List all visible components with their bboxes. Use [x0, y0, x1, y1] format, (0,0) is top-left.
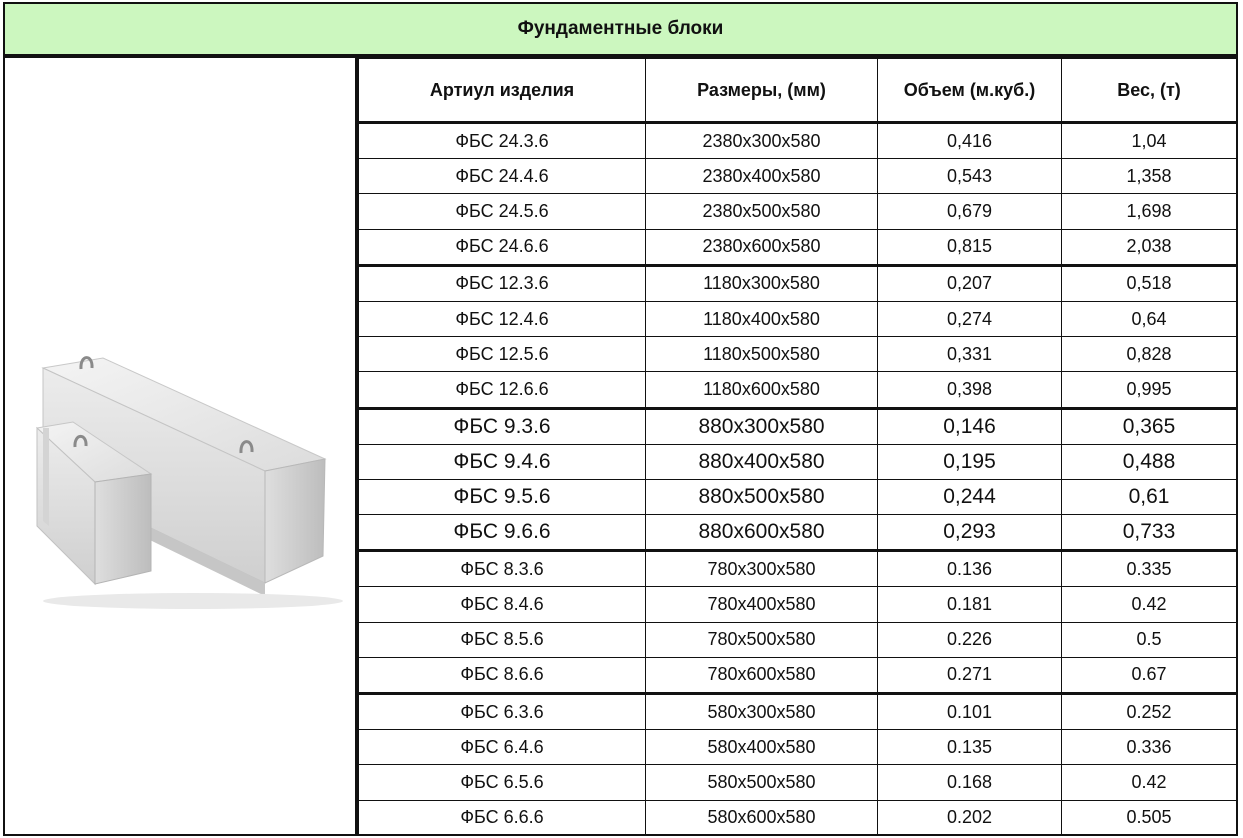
header-volume: Объем (м.куб.)	[878, 59, 1062, 123]
specs-table	[358, 58, 1237, 836]
table-row	[359, 123, 1237, 159]
header-weight: Вес, (т)	[1062, 59, 1237, 123]
cell-dimensions: 1180x500x580	[646, 337, 878, 372]
table-row	[359, 515, 1237, 551]
cell-volume: 0,398	[878, 372, 1062, 408]
cell-volume: 0.136	[878, 551, 1062, 587]
cell-weight: 0.42	[1062, 587, 1237, 622]
cell-volume: 0,146	[878, 408, 1062, 444]
cell-weight: 0.505	[1062, 800, 1237, 835]
table-row	[359, 694, 1237, 730]
cell-dimensions: 580x600x580	[646, 800, 878, 835]
table-body	[359, 123, 1237, 836]
cell-dimensions: 780x600x580	[646, 657, 878, 693]
cell-weight: 1,698	[1062, 194, 1237, 229]
cell-dimensions: 580x300x580	[646, 694, 878, 730]
cell-article: ФБС 6.6.6	[359, 800, 646, 835]
cell-volume: 0.226	[878, 622, 1062, 657]
table-row	[359, 229, 1237, 265]
cell-dimensions: 880x500x580	[646, 479, 878, 514]
cell-weight: 0,518	[1062, 265, 1237, 301]
cell-volume: 0.181	[878, 587, 1062, 622]
cell-weight: 0.336	[1062, 730, 1237, 765]
cell-article: ФБС 9.5.6	[359, 479, 646, 514]
cell-weight: 0.335	[1062, 551, 1237, 587]
table-row	[359, 444, 1237, 479]
cell-article: ФБС 24.4.6	[359, 159, 646, 194]
cell-dimensions: 780x300x580	[646, 551, 878, 587]
cell-dimensions: 880x300x580	[646, 408, 878, 444]
cell-volume: 0,543	[878, 159, 1062, 194]
cell-dimensions: 1180x400x580	[646, 301, 878, 336]
cell-volume: 0.168	[878, 765, 1062, 800]
cell-article: ФБС 9.4.6	[359, 444, 646, 479]
table-row	[359, 765, 1237, 800]
cell-article: ФБС 9.3.6	[359, 408, 646, 444]
cell-volume: 0,293	[878, 515, 1062, 551]
table-row	[359, 159, 1237, 194]
cell-volume: 0.271	[878, 657, 1062, 693]
cell-weight: 0.252	[1062, 694, 1237, 730]
cell-volume: 0,195	[878, 444, 1062, 479]
table-row	[359, 194, 1237, 229]
cell-dimensions: 580x400x580	[646, 730, 878, 765]
cell-dimensions: 780x500x580	[646, 622, 878, 657]
cell-volume: 0,331	[878, 337, 1062, 372]
cell-dimensions: 2380x500x580	[646, 194, 878, 229]
header-article: Артиул изделия	[359, 59, 646, 123]
cell-article: ФБС 6.5.6	[359, 765, 646, 800]
table-row	[359, 622, 1237, 657]
cell-article: ФБС 8.3.6	[359, 551, 646, 587]
cell-volume: 0,815	[878, 229, 1062, 265]
cell-weight: 1,04	[1062, 123, 1237, 159]
cell-article: ФБС 24.5.6	[359, 194, 646, 229]
cell-volume: 0,679	[878, 194, 1062, 229]
cell-weight: 2,038	[1062, 229, 1237, 265]
cell-dimensions: 880x400x580	[646, 444, 878, 479]
cell-volume: 0,274	[878, 301, 1062, 336]
table-header-row	[359, 59, 1237, 123]
table-row	[359, 265, 1237, 301]
table-row	[359, 730, 1237, 765]
cell-dimensions: 780x400x580	[646, 587, 878, 622]
cell-weight: 0,828	[1062, 337, 1237, 372]
cell-weight: 0,64	[1062, 301, 1237, 336]
cell-weight: 0.67	[1062, 657, 1237, 693]
cell-weight: 1,358	[1062, 159, 1237, 194]
table-row	[359, 372, 1237, 408]
table-row	[359, 551, 1237, 587]
cell-dimensions: 580x500x580	[646, 765, 878, 800]
cell-weight: 0,488	[1062, 444, 1237, 479]
cell-weight: 0.5	[1062, 622, 1237, 657]
cell-article: ФБС 8.6.6	[359, 657, 646, 693]
table-row	[359, 800, 1237, 835]
cell-dimensions: 2380x300x580	[646, 123, 878, 159]
table-title: Фундаментные блоки	[3, 2, 1238, 56]
cell-article: ФБС 6.4.6	[359, 730, 646, 765]
cell-article: ФБС 24.3.6	[359, 123, 646, 159]
table-row	[359, 479, 1237, 514]
cell-article: ФБС 8.4.6	[359, 587, 646, 622]
table-row	[359, 301, 1237, 336]
cell-volume: 0.202	[878, 800, 1062, 835]
header-dimensions: Размеры, (мм)	[646, 59, 878, 123]
product-image	[3, 56, 358, 836]
cell-volume: 0,207	[878, 265, 1062, 301]
cell-article: ФБС 12.3.6	[359, 265, 646, 301]
cell-weight: 0.42	[1062, 765, 1237, 800]
cell-volume: 0,244	[878, 479, 1062, 514]
table-row	[359, 337, 1237, 372]
cell-weight: 0,995	[1062, 372, 1237, 408]
cell-dimensions: 1180x600x580	[646, 372, 878, 408]
cell-volume: 0.101	[878, 694, 1062, 730]
cell-dimensions: 880x600x580	[646, 515, 878, 551]
cell-article: ФБС 8.5.6	[359, 622, 646, 657]
cell-article: ФБС 6.3.6	[359, 694, 646, 730]
table-row	[359, 408, 1237, 444]
table-row	[359, 657, 1237, 693]
cell-weight: 0,61	[1062, 479, 1237, 514]
cell-volume: 0,416	[878, 123, 1062, 159]
cell-article: ФБС 12.5.6	[359, 337, 646, 372]
cell-article: ФБС 9.6.6	[359, 515, 646, 551]
cell-article: ФБС 12.4.6	[359, 301, 646, 336]
cell-article: ФБС 24.6.6	[359, 229, 646, 265]
cell-dimensions: 1180x300x580	[646, 265, 878, 301]
cell-dimensions: 2380x400x580	[646, 159, 878, 194]
cell-weight: 0,365	[1062, 408, 1237, 444]
cell-volume: 0.135	[878, 730, 1062, 765]
table-row	[359, 587, 1237, 622]
cell-weight: 0,733	[1062, 515, 1237, 551]
cell-article: ФБС 12.6.6	[359, 372, 646, 408]
cell-dimensions: 2380x600x580	[646, 229, 878, 265]
concrete-blocks-illustration	[3, 56, 355, 836]
